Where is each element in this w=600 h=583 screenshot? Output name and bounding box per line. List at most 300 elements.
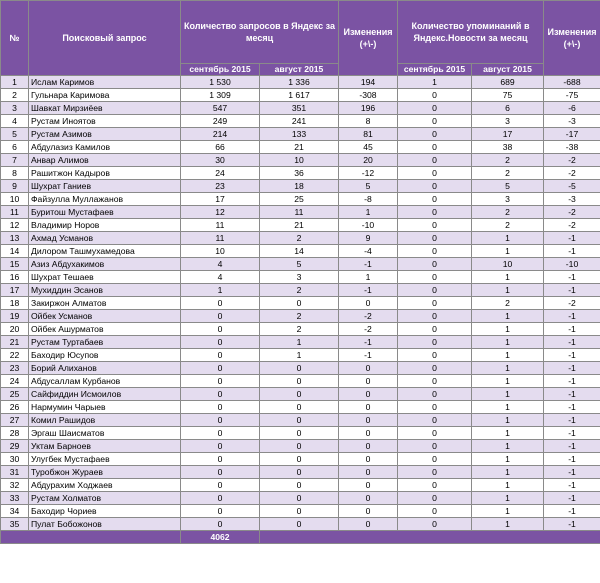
table-row bbox=[1, 284, 600, 297]
row-change-mentions: -17 bbox=[544, 128, 600, 141]
row-aug-requests: 11 bbox=[260, 206, 339, 219]
row-change-requests: -1 bbox=[339, 349, 398, 362]
row-sep-requests: 214 bbox=[181, 128, 260, 141]
subheader-sep-mentions: сентябрь 2015 bbox=[398, 64, 472, 76]
row-query: Туробжон Жураев bbox=[29, 466, 181, 479]
row-aug-mentions: 1 bbox=[472, 414, 544, 427]
row-sep-mentions: 0 bbox=[398, 310, 472, 323]
row-number: 19 bbox=[1, 310, 29, 323]
table-row bbox=[1, 492, 600, 505]
row-aug-requests: 0 bbox=[260, 492, 339, 505]
row-change-mentions: -1 bbox=[544, 375, 600, 388]
row-sep-mentions: 0 bbox=[398, 492, 472, 505]
row-sep-requests: 0 bbox=[181, 297, 260, 310]
row-change-mentions: -1 bbox=[544, 323, 600, 336]
table-row bbox=[1, 440, 600, 453]
row-number: 27 bbox=[1, 414, 29, 427]
table-row bbox=[1, 167, 600, 180]
row-sep-requests: 24 bbox=[181, 167, 260, 180]
row-aug-requests: 5 bbox=[260, 258, 339, 271]
row-aug-mentions: 6 bbox=[472, 102, 544, 115]
row-aug-requests: 14 bbox=[260, 245, 339, 258]
row-change-requests: 9 bbox=[339, 232, 398, 245]
row-aug-requests: 2 bbox=[260, 284, 339, 297]
row-aug-mentions: 1 bbox=[472, 284, 544, 297]
row-aug-requests: 0 bbox=[260, 479, 339, 492]
table-row bbox=[1, 336, 600, 349]
footer-filler bbox=[260, 531, 600, 544]
row-number: 28 bbox=[1, 427, 29, 440]
row-change-requests: -1 bbox=[339, 284, 398, 297]
table-row bbox=[1, 466, 600, 479]
row-number: 16 bbox=[1, 271, 29, 284]
row-aug-requests: 2 bbox=[260, 323, 339, 336]
row-change-mentions: -1 bbox=[544, 440, 600, 453]
row-sep-mentions: 0 bbox=[398, 323, 472, 336]
row-sep-mentions: 0 bbox=[398, 297, 472, 310]
table-row bbox=[1, 193, 600, 206]
row-sep-mentions: 0 bbox=[398, 154, 472, 167]
row-query: Ойбек Ашурматов bbox=[29, 323, 181, 336]
row-change-mentions: -1 bbox=[544, 336, 600, 349]
row-change-mentions: -688 bbox=[544, 76, 600, 89]
table-row bbox=[1, 76, 600, 89]
row-change-mentions: -1 bbox=[544, 388, 600, 401]
row-aug-requests: 241 bbox=[260, 115, 339, 128]
table-body bbox=[1, 76, 600, 531]
row-change-mentions: -1 bbox=[544, 310, 600, 323]
row-sep-mentions: 0 bbox=[398, 271, 472, 284]
row-change-mentions: -1 bbox=[544, 232, 600, 245]
row-sep-requests: 249 bbox=[181, 115, 260, 128]
row-aug-requests: 0 bbox=[260, 466, 339, 479]
row-change-requests: 1 bbox=[339, 271, 398, 284]
row-sep-mentions: 0 bbox=[398, 232, 472, 245]
row-change-requests: 0 bbox=[339, 440, 398, 453]
row-aug-requests: 21 bbox=[260, 141, 339, 154]
row-query: Улугбек Мустафаев bbox=[29, 453, 181, 466]
row-change-mentions: -1 bbox=[544, 401, 600, 414]
subheader-sep-requests: сентябрь 2015 bbox=[181, 64, 260, 76]
row-aug-mentions: 1 bbox=[472, 349, 544, 362]
row-query: Абдулазиз Камилов bbox=[29, 141, 181, 154]
row-query: Буритош Мустафаев bbox=[29, 206, 181, 219]
row-change-requests: 0 bbox=[339, 427, 398, 440]
row-number: 3 bbox=[1, 102, 29, 115]
row-aug-requests: 133 bbox=[260, 128, 339, 141]
row-sep-mentions: 0 bbox=[398, 518, 472, 531]
row-sep-requests: 0 bbox=[181, 336, 260, 349]
row-change-mentions: -75 bbox=[544, 89, 600, 102]
row-change-requests: 0 bbox=[339, 414, 398, 427]
row-aug-mentions: 2 bbox=[472, 167, 544, 180]
row-sep-mentions: 0 bbox=[398, 427, 472, 440]
row-number: 6 bbox=[1, 141, 29, 154]
row-number: 24 bbox=[1, 375, 29, 388]
row-change-requests: -8 bbox=[339, 193, 398, 206]
subheader-aug-mentions: август 2015 bbox=[472, 64, 544, 76]
row-query: Дилором Ташмухамедова bbox=[29, 245, 181, 258]
row-sep-requests: 0 bbox=[181, 427, 260, 440]
row-aug-mentions: 1 bbox=[472, 453, 544, 466]
row-aug-mentions: 1 bbox=[472, 505, 544, 518]
row-number: 30 bbox=[1, 453, 29, 466]
footer-spacer bbox=[1, 531, 181, 544]
row-number: 15 bbox=[1, 258, 29, 271]
row-change-requests: 8 bbox=[339, 115, 398, 128]
row-number: 22 bbox=[1, 349, 29, 362]
table-row bbox=[1, 128, 600, 141]
row-query: Пулат Бобожонов bbox=[29, 518, 181, 531]
row-change-mentions: -1 bbox=[544, 492, 600, 505]
row-change-requests: 0 bbox=[339, 362, 398, 375]
row-change-requests: -10 bbox=[339, 219, 398, 232]
row-sep-mentions: 0 bbox=[398, 349, 472, 362]
row-query: Мухиддин Эсанов bbox=[29, 284, 181, 297]
row-sep-mentions: 0 bbox=[398, 453, 472, 466]
row-aug-requests: 0 bbox=[260, 401, 339, 414]
table-row bbox=[1, 362, 600, 375]
row-sep-mentions: 0 bbox=[398, 193, 472, 206]
row-aug-requests: 25 bbox=[260, 193, 339, 206]
row-aug-requests: 3 bbox=[260, 271, 339, 284]
row-sep-mentions: 0 bbox=[398, 89, 472, 102]
row-query: Рашитжон Кадыров bbox=[29, 167, 181, 180]
table-row bbox=[1, 232, 600, 245]
row-aug-mentions: 3 bbox=[472, 115, 544, 128]
row-aug-mentions: 3 bbox=[472, 193, 544, 206]
table-row bbox=[1, 154, 600, 167]
row-number: 10 bbox=[1, 193, 29, 206]
row-change-requests: 1 bbox=[339, 206, 398, 219]
row-number: 23 bbox=[1, 362, 29, 375]
row-number: 26 bbox=[1, 401, 29, 414]
row-sep-requests: 11 bbox=[181, 232, 260, 245]
row-sep-requests: 1 530 bbox=[181, 76, 260, 89]
row-aug-requests: 0 bbox=[260, 297, 339, 310]
row-query: Рустам Иноятов bbox=[29, 115, 181, 128]
row-change-requests: -308 bbox=[339, 89, 398, 102]
table-row bbox=[1, 401, 600, 414]
row-number: 35 bbox=[1, 518, 29, 531]
row-sep-requests: 0 bbox=[181, 414, 260, 427]
row-sep-mentions: 0 bbox=[398, 206, 472, 219]
row-change-mentions: -1 bbox=[544, 245, 600, 258]
row-change-mentions: -1 bbox=[544, 414, 600, 427]
row-number: 2 bbox=[1, 89, 29, 102]
table-row bbox=[1, 219, 600, 232]
row-aug-requests: 0 bbox=[260, 518, 339, 531]
row-aug-mentions: 2 bbox=[472, 219, 544, 232]
header-change-requests: Изменения (+\-) bbox=[339, 1, 398, 76]
row-sep-mentions: 0 bbox=[398, 362, 472, 375]
row-sep-mentions: 0 bbox=[398, 375, 472, 388]
row-sep-mentions: 0 bbox=[398, 128, 472, 141]
row-change-mentions: -1 bbox=[544, 518, 600, 531]
row-aug-mentions: 1 bbox=[472, 336, 544, 349]
row-sep-requests: 0 bbox=[181, 362, 260, 375]
row-sep-requests: 0 bbox=[181, 453, 260, 466]
row-aug-requests: 0 bbox=[260, 375, 339, 388]
row-number: 7 bbox=[1, 154, 29, 167]
row-aug-mentions: 1 bbox=[472, 466, 544, 479]
row-aug-requests: 0 bbox=[260, 505, 339, 518]
row-change-requests: 45 bbox=[339, 141, 398, 154]
row-change-requests: 5 bbox=[339, 180, 398, 193]
row-aug-requests: 0 bbox=[260, 388, 339, 401]
row-number: 1 bbox=[1, 76, 29, 89]
table-row bbox=[1, 180, 600, 193]
row-query: Шухрат Тешаев bbox=[29, 271, 181, 284]
row-aug-mentions: 5 bbox=[472, 180, 544, 193]
row-change-requests: 0 bbox=[339, 375, 398, 388]
row-query: Рустам Холматов bbox=[29, 492, 181, 505]
row-number: 12 bbox=[1, 219, 29, 232]
row-number: 34 bbox=[1, 505, 29, 518]
row-sep-mentions: 0 bbox=[398, 102, 472, 115]
row-number: 14 bbox=[1, 245, 29, 258]
table-row bbox=[1, 115, 600, 128]
row-sep-mentions: 0 bbox=[398, 180, 472, 193]
row-query: Эргаш Шаисматов bbox=[29, 427, 181, 440]
row-number: 8 bbox=[1, 167, 29, 180]
row-change-mentions: -2 bbox=[544, 154, 600, 167]
row-sep-requests: 547 bbox=[181, 102, 260, 115]
table-row bbox=[1, 349, 600, 362]
row-change-mentions: -1 bbox=[544, 349, 600, 362]
row-aug-mentions: 1 bbox=[472, 245, 544, 258]
row-number: 21 bbox=[1, 336, 29, 349]
row-aug-mentions: 1 bbox=[472, 323, 544, 336]
row-aug-mentions: 1 bbox=[472, 362, 544, 375]
row-sep-requests: 0 bbox=[181, 492, 260, 505]
row-change-mentions: -1 bbox=[544, 271, 600, 284]
row-aug-requests: 36 bbox=[260, 167, 339, 180]
row-aug-requests: 1 bbox=[260, 336, 339, 349]
row-query: Закиржон Алматов bbox=[29, 297, 181, 310]
row-query: Рустам Туртабаев bbox=[29, 336, 181, 349]
row-aug-requests: 1 336 bbox=[260, 76, 339, 89]
row-aug-mentions: 1 bbox=[472, 388, 544, 401]
row-sep-mentions: 0 bbox=[398, 479, 472, 492]
row-aug-mentions: 1 bbox=[472, 440, 544, 453]
row-query: Абдурахим Ходжаев bbox=[29, 479, 181, 492]
row-number: 25 bbox=[1, 388, 29, 401]
row-aug-mentions: 17 bbox=[472, 128, 544, 141]
row-change-requests: 0 bbox=[339, 518, 398, 531]
row-sep-requests: 0 bbox=[181, 518, 260, 531]
row-sep-requests: 66 bbox=[181, 141, 260, 154]
table-row bbox=[1, 518, 600, 531]
row-aug-requests: 0 bbox=[260, 427, 339, 440]
row-sep-requests: 0 bbox=[181, 479, 260, 492]
row-aug-mentions: 689 bbox=[472, 76, 544, 89]
row-aug-mentions: 2 bbox=[472, 206, 544, 219]
row-aug-mentions: 2 bbox=[472, 154, 544, 167]
row-number: 9 bbox=[1, 180, 29, 193]
row-change-mentions: -2 bbox=[544, 297, 600, 310]
row-change-mentions: -38 bbox=[544, 141, 600, 154]
table-row bbox=[1, 271, 600, 284]
row-sep-mentions: 0 bbox=[398, 388, 472, 401]
table-row bbox=[1, 427, 600, 440]
row-change-requests: -2 bbox=[339, 323, 398, 336]
row-change-requests: 194 bbox=[339, 76, 398, 89]
row-query: Ислам Каримов bbox=[29, 76, 181, 89]
row-change-requests: 20 bbox=[339, 154, 398, 167]
row-query: Шавкат Мирзиёев bbox=[29, 102, 181, 115]
row-number: 31 bbox=[1, 466, 29, 479]
row-query: Файзулла Муллажанов bbox=[29, 193, 181, 206]
row-change-mentions: -6 bbox=[544, 102, 600, 115]
row-query: Уктам Барноев bbox=[29, 440, 181, 453]
row-aug-requests: 10 bbox=[260, 154, 339, 167]
row-number: 4 bbox=[1, 115, 29, 128]
table-row bbox=[1, 388, 600, 401]
header-yandex-requests: Количество запросов в Яндекс за месяц bbox=[181, 1, 339, 64]
row-aug-mentions: 10 bbox=[472, 258, 544, 271]
table-row bbox=[1, 414, 600, 427]
row-sep-mentions: 0 bbox=[398, 141, 472, 154]
row-aug-requests: 0 bbox=[260, 453, 339, 466]
row-aug-mentions: 2 bbox=[472, 297, 544, 310]
row-aug-requests: 0 bbox=[260, 362, 339, 375]
row-aug-requests: 1 bbox=[260, 349, 339, 362]
row-number: 18 bbox=[1, 297, 29, 310]
row-number: 13 bbox=[1, 232, 29, 245]
row-sep-requests: 0 bbox=[181, 388, 260, 401]
subheader-aug-requests: август 2015 bbox=[260, 64, 339, 76]
table-row bbox=[1, 505, 600, 518]
row-change-mentions: -3 bbox=[544, 193, 600, 206]
row-aug-requests: 18 bbox=[260, 180, 339, 193]
row-aug-mentions: 1 bbox=[472, 310, 544, 323]
row-sep-requests: 0 bbox=[181, 466, 260, 479]
row-change-requests: -4 bbox=[339, 245, 398, 258]
row-change-mentions: -1 bbox=[544, 466, 600, 479]
row-sep-mentions: 1 bbox=[398, 76, 472, 89]
row-aug-mentions: 1 bbox=[472, 375, 544, 388]
row-query: Сайфиддин Исмоилов bbox=[29, 388, 181, 401]
row-sep-mentions: 0 bbox=[398, 115, 472, 128]
row-change-requests: 0 bbox=[339, 297, 398, 310]
row-change-requests: 81 bbox=[339, 128, 398, 141]
row-change-mentions: -2 bbox=[544, 167, 600, 180]
row-sep-mentions: 0 bbox=[398, 284, 472, 297]
row-sep-mentions: 0 bbox=[398, 414, 472, 427]
row-aug-mentions: 38 bbox=[472, 141, 544, 154]
row-change-requests: 0 bbox=[339, 505, 398, 518]
row-aug-mentions: 1 bbox=[472, 271, 544, 284]
row-query: Гульнара Каримова bbox=[29, 89, 181, 102]
row-change-mentions: -3 bbox=[544, 115, 600, 128]
row-sep-requests: 12 bbox=[181, 206, 260, 219]
table-row bbox=[1, 453, 600, 466]
table-row bbox=[1, 102, 600, 115]
row-aug-requests: 0 bbox=[260, 414, 339, 427]
row-sep-requests: 0 bbox=[181, 375, 260, 388]
row-aug-mentions: 1 bbox=[472, 492, 544, 505]
table-row bbox=[1, 297, 600, 310]
row-change-requests: -12 bbox=[339, 167, 398, 180]
row-sep-requests: 1 309 bbox=[181, 89, 260, 102]
row-sep-requests: 30 bbox=[181, 154, 260, 167]
row-change-mentions: -1 bbox=[544, 427, 600, 440]
row-aug-mentions: 1 bbox=[472, 479, 544, 492]
row-sep-requests: 4 bbox=[181, 258, 260, 271]
table-row bbox=[1, 141, 600, 154]
row-sep-requests: 23 bbox=[181, 180, 260, 193]
row-change-mentions: -1 bbox=[544, 284, 600, 297]
row-query: Абдусаллам Курбанов bbox=[29, 375, 181, 388]
row-query: Азиз Абдухакимов bbox=[29, 258, 181, 271]
total-requests: 4062 bbox=[181, 531, 260, 544]
row-aug-requests: 351 bbox=[260, 102, 339, 115]
table-row bbox=[1, 89, 600, 102]
header-query: Поисковый запрос bbox=[29, 1, 181, 76]
row-sep-requests: 1 bbox=[181, 284, 260, 297]
row-sep-mentions: 0 bbox=[398, 505, 472, 518]
row-aug-requests: 21 bbox=[260, 219, 339, 232]
row-number: 5 bbox=[1, 128, 29, 141]
table-row bbox=[1, 479, 600, 492]
row-query: Ахмад Усманов bbox=[29, 232, 181, 245]
row-aug-requests: 2 bbox=[260, 310, 339, 323]
row-query: Комил Рашидов bbox=[29, 414, 181, 427]
table-row bbox=[1, 323, 600, 336]
row-aug-mentions: 1 bbox=[472, 518, 544, 531]
row-query: Нармумин Чарыев bbox=[29, 401, 181, 414]
row-change-mentions: -2 bbox=[544, 219, 600, 232]
row-change-requests: 0 bbox=[339, 466, 398, 479]
row-sep-mentions: 0 bbox=[398, 440, 472, 453]
row-query: Баходир Чориев bbox=[29, 505, 181, 518]
row-change-requests: 0 bbox=[339, 479, 398, 492]
row-aug-mentions: 1 bbox=[472, 427, 544, 440]
row-query: Владимир Норов bbox=[29, 219, 181, 232]
row-sep-mentions: 0 bbox=[398, 167, 472, 180]
row-query: Рустам Азимов bbox=[29, 128, 181, 141]
row-sep-mentions: 0 bbox=[398, 219, 472, 232]
row-aug-mentions: 1 bbox=[472, 232, 544, 245]
table-row bbox=[1, 206, 600, 219]
row-number: 29 bbox=[1, 440, 29, 453]
row-number: 17 bbox=[1, 284, 29, 297]
row-sep-requests: 4 bbox=[181, 271, 260, 284]
row-change-mentions: -1 bbox=[544, 362, 600, 375]
row-query: Анвар Алимов bbox=[29, 154, 181, 167]
header-news-mentions: Количество упоминаний в Яндекс.Новости за месяц bbox=[398, 1, 544, 64]
row-number: 11 bbox=[1, 206, 29, 219]
header-change-mentions: Изменения (+\-) bbox=[544, 1, 600, 76]
table-row bbox=[1, 258, 600, 271]
row-sep-mentions: 0 bbox=[398, 245, 472, 258]
row-number: 32 bbox=[1, 479, 29, 492]
row-change-mentions: -1 bbox=[544, 479, 600, 492]
row-change-mentions: -1 bbox=[544, 453, 600, 466]
row-change-requests: -1 bbox=[339, 258, 398, 271]
row-sep-mentions: 0 bbox=[398, 258, 472, 271]
row-sep-requests: 17 bbox=[181, 193, 260, 206]
row-query: Борий Алиханов bbox=[29, 362, 181, 375]
row-query: Шухрат Ганиев bbox=[29, 180, 181, 193]
row-change-mentions: -1 bbox=[544, 505, 600, 518]
row-change-requests: 196 bbox=[339, 102, 398, 115]
row-change-requests: 0 bbox=[339, 388, 398, 401]
row-sep-mentions: 0 bbox=[398, 466, 472, 479]
row-sep-requests: 10 bbox=[181, 245, 260, 258]
row-number: 33 bbox=[1, 492, 29, 505]
